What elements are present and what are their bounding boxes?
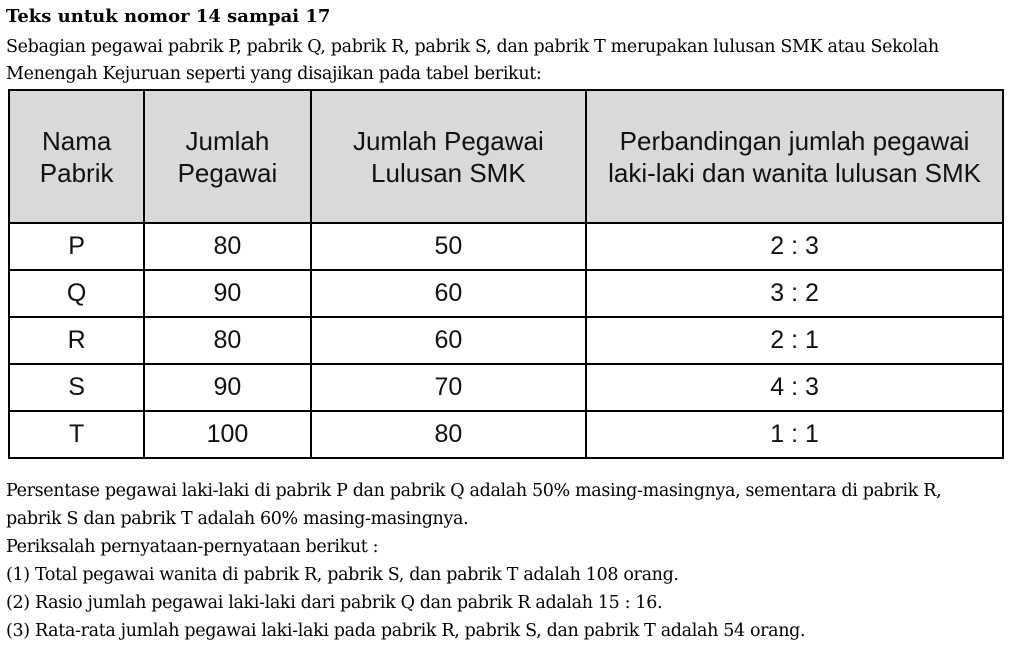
percentage-line: pabrik S dan pabrik T adalah 60% masing-masingnya.	[6, 509, 469, 529]
cell-factory: R	[9, 317, 144, 364]
instruction-line: Periksalah pernyataan-pernyataan berikut :	[6, 537, 379, 557]
cell-ratio: 4 : 3	[586, 364, 1003, 411]
cell-ratio: 1 : 1	[586, 411, 1003, 458]
table-header-row	[9, 90, 1003, 223]
cell-factory: Q	[9, 270, 144, 317]
intro-line: Menengah Kejuruan seperti yang disajikan pada tabel berikut:	[6, 64, 542, 84]
intro-paragraph	[6, 34, 1022, 88]
cell-factory: S	[9, 364, 144, 411]
cell-employees: 90	[144, 270, 310, 317]
question-body	[6, 477, 1022, 645]
cell-smk-graduates: 50	[311, 223, 587, 270]
header-employee-count: Jumlah Pegawai	[144, 90, 310, 223]
header-smk-graduate-count: Jumlah Pegawai Lulusan SMK	[311, 90, 587, 223]
cell-ratio: 2 : 1	[586, 317, 1003, 364]
percentage-line: Persentase pegawai laki-laki di pabrik P dan pabrik Q adalah 50% masing-masingnya, sementara di pabrik R,	[6, 481, 942, 501]
cell-smk-graduates: 60	[311, 317, 587, 364]
cell-smk-graduates: 80	[311, 411, 587, 458]
cell-employees: 100	[144, 411, 310, 458]
header-factory-name: Nama Pabrik	[9, 90, 144, 223]
intro-line: Sebagian pegawai pabrik P, pabrik Q, pabrik R, pabrik S, dan pabrik T merupakan lulusan SMK atau Sekolah	[6, 37, 939, 57]
table-row	[9, 364, 1003, 411]
cell-employees: 80	[144, 317, 310, 364]
section-heading: Teks untuk nomor 14 sampai 17	[6, 6, 331, 27]
cell-ratio: 3 : 2	[586, 270, 1003, 317]
statement-1: (1) Total pegawai wanita di pabrik R, pabrik S, dan pabrik T adalah 108 orang.	[6, 565, 679, 585]
cell-factory: T	[9, 411, 144, 458]
cell-employees: 80	[144, 223, 310, 270]
factory-employee-table	[8, 89, 1004, 459]
statement-2: (2) Rasio jumlah pegawai laki-laki dari pabrik Q dan pabrik R adalah 15 : 16.	[6, 593, 663, 613]
cell-factory: P	[9, 223, 144, 270]
statement-3: (3) Rata-rata jumlah pegawai laki-laki pada pabrik R, pabrik S, dan pabrik T adalah 54 orang.	[6, 621, 806, 641]
cell-smk-graduates: 60	[311, 270, 587, 317]
cell-ratio: 2 : 3	[586, 223, 1003, 270]
header-gender-ratio: Perbandingan jumlah pegawai laki-laki dan wanita lulusan SMK	[586, 90, 1003, 223]
table-row	[9, 411, 1003, 458]
table-row	[9, 223, 1003, 270]
cell-smk-graduates: 70	[311, 364, 587, 411]
cell-employees: 90	[144, 364, 310, 411]
table-row	[9, 317, 1003, 364]
table-row	[9, 270, 1003, 317]
